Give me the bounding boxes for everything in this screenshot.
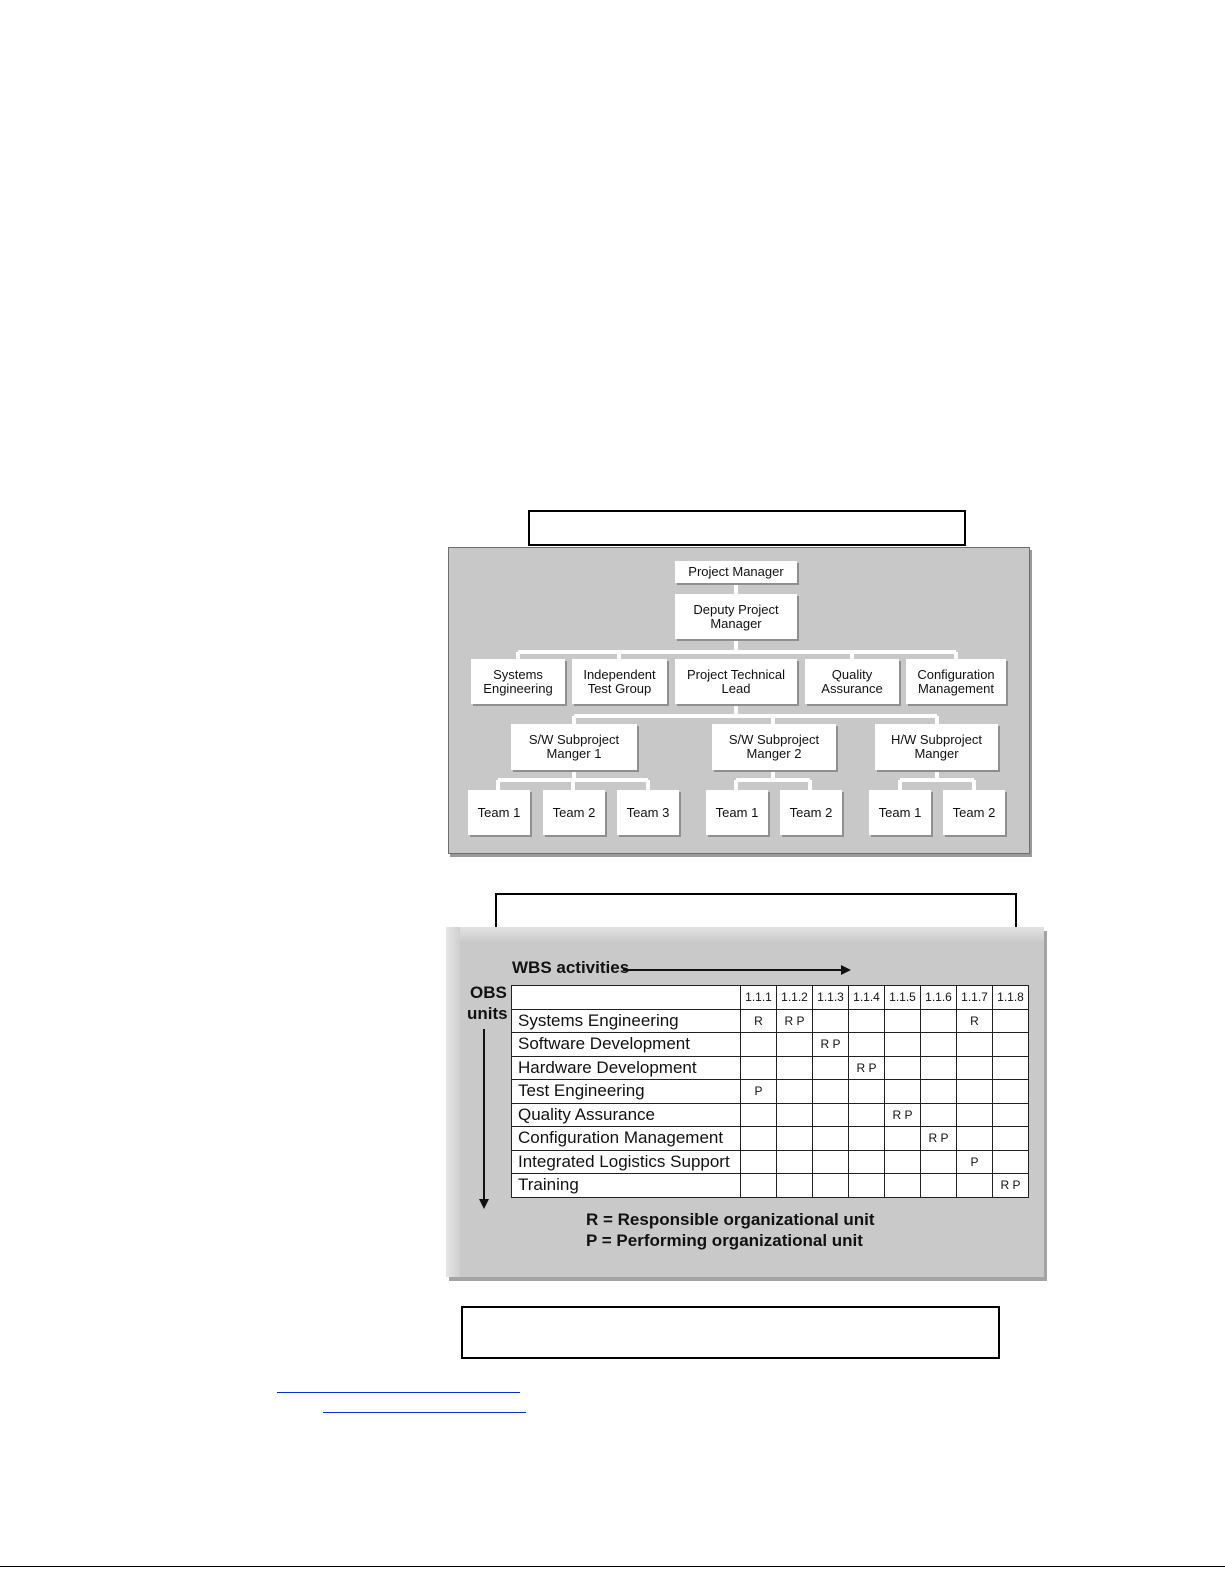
matrix-cell: [777, 1127, 813, 1151]
matrix-cell: [777, 1080, 813, 1104]
node-deputy-project-manager: Deputy Project Manager: [675, 594, 797, 639]
matrix-cell: [813, 1080, 849, 1104]
matrix-cell: [849, 1174, 885, 1198]
node-hw-team-2: Team 2: [943, 790, 1005, 835]
matrix-cell: [813, 1056, 849, 1080]
node-sw1-team-2: Team 2: [543, 790, 605, 835]
matrix-row-label: Configuration Management: [512, 1127, 741, 1151]
matrix-cell: [849, 1033, 885, 1057]
responsibility-matrix-panel: [446, 927, 1044, 1277]
matrix-caption-box: [495, 893, 1017, 929]
matrix-cell: [993, 1127, 1029, 1151]
matrix-cell: [993, 1150, 1029, 1174]
matrix-corner-cell: [512, 986, 741, 1010]
panel-bevel-top: [446, 927, 1044, 941]
matrix-cell: [777, 1033, 813, 1057]
matrix-cell: [741, 1127, 777, 1151]
matrix-cell: [921, 1103, 957, 1127]
matrix-cell: [993, 1009, 1029, 1033]
matrix-cell: [957, 1174, 993, 1198]
matrix-cell: R P: [849, 1056, 885, 1080]
matrix-cell: R P: [885, 1103, 921, 1127]
matrix-row: [512, 1056, 1029, 1080]
panel-bevel-left: [446, 927, 460, 1277]
matrix-cell: [921, 1056, 957, 1080]
matrix-column-header: 1.1.7: [957, 986, 993, 1010]
matrix-cell: [993, 1103, 1029, 1127]
node-systems-engineering: Systems Engineering: [471, 659, 565, 704]
matrix-cell: [813, 1174, 849, 1198]
hyperlink-2[interactable]: [323, 1412, 526, 1413]
matrix-row-label: Test Engineering: [512, 1080, 741, 1104]
matrix-row: [512, 1080, 1029, 1104]
matrix-cell: P: [741, 1080, 777, 1104]
obs-label-line2: units: [467, 1004, 508, 1023]
obs-arrow-icon: [476, 1029, 492, 1211]
matrix-cell: [993, 1056, 1029, 1080]
matrix-cell: [813, 1009, 849, 1033]
matrix-cell: R P: [921, 1127, 957, 1151]
matrix-cell: R P: [993, 1174, 1029, 1198]
matrix-cell: R P: [813, 1033, 849, 1057]
matrix-cell: [741, 1174, 777, 1198]
responsibility-matrix-table: [511, 985, 1029, 1198]
matrix-cell: R: [957, 1009, 993, 1033]
matrix-cell: [957, 1103, 993, 1127]
matrix-cell: [849, 1127, 885, 1151]
matrix-cell: [885, 1009, 921, 1033]
matrix-cell: [849, 1150, 885, 1174]
matrix-row-label: Integrated Logistics Support: [512, 1150, 741, 1174]
matrix-column-header: 1.1.3: [813, 986, 849, 1010]
matrix-row-label: Quality Assurance: [512, 1103, 741, 1127]
matrix-cell: [777, 1103, 813, 1127]
matrix-cell: [921, 1080, 957, 1104]
matrix-cell: [741, 1056, 777, 1080]
matrix-column-header: 1.1.8: [993, 986, 1029, 1010]
matrix-row-label: Systems Engineering: [512, 1009, 741, 1033]
matrix-cell: [741, 1033, 777, 1057]
matrix-column-header: 1.1.5: [885, 986, 921, 1010]
matrix-column-header: 1.1.6: [921, 986, 957, 1010]
matrix-cell: [885, 1080, 921, 1104]
org-chart-caption-box: [528, 510, 966, 546]
matrix-cell: [813, 1150, 849, 1174]
node-configuration-management: Configuration Management: [906, 659, 1006, 704]
matrix-cell: P: [957, 1150, 993, 1174]
matrix-cell: [885, 1056, 921, 1080]
org-chart-panel: [448, 547, 1030, 854]
matrix-column-header: 1.1.4: [849, 986, 885, 1010]
matrix-cell: [813, 1103, 849, 1127]
matrix-cell: [993, 1033, 1029, 1057]
node-sw-subproject-manager-2: S/W Subproject Manger 2: [712, 724, 836, 770]
matrix-cell: [957, 1080, 993, 1104]
matrix-cell: R P: [777, 1009, 813, 1033]
matrix-row-label: Software Development: [512, 1033, 741, 1057]
node-sw2-team-1: Team 1: [706, 790, 768, 835]
node-hw-subproject-manager: H/W Subproject Manger: [875, 724, 998, 770]
matrix-header-row: [512, 986, 1029, 1010]
obs-label-line1: OBS: [470, 983, 507, 1002]
node-quality-assurance: Quality Assurance: [805, 659, 899, 704]
matrix-row: [512, 1033, 1029, 1057]
matrix-cell: [993, 1080, 1029, 1104]
matrix-cell: [777, 1150, 813, 1174]
matrix-cell: [849, 1103, 885, 1127]
matrix-cell: [741, 1150, 777, 1174]
matrix-row: [512, 1103, 1029, 1127]
matrix-cell: [885, 1150, 921, 1174]
node-sw2-team-2: Team 2: [780, 790, 842, 835]
matrix-row-label: Hardware Development: [512, 1056, 741, 1080]
wbs-activities-label: WBS activities: [512, 958, 630, 977]
matrix-cell: [741, 1103, 777, 1127]
matrix-cell: [921, 1009, 957, 1033]
matrix-cell: [885, 1127, 921, 1151]
matrix-row: [512, 1174, 1029, 1198]
node-project-technical-lead: Project Technical Lead: [675, 659, 797, 704]
matrix-cell: [957, 1127, 993, 1151]
node-independent-test-group: Independent Test Group: [572, 659, 667, 704]
legend-performing: P = Performing organizational unit: [586, 1231, 863, 1250]
matrix-cell: [885, 1174, 921, 1198]
matrix-cell: [921, 1033, 957, 1057]
matrix-cell: [957, 1033, 993, 1057]
matrix-cell: [921, 1174, 957, 1198]
matrix-column-header: 1.1.1: [741, 986, 777, 1010]
matrix-cell: R: [741, 1009, 777, 1033]
matrix-cell: [849, 1080, 885, 1104]
matrix-cell: [813, 1127, 849, 1151]
matrix-cell: [921, 1150, 957, 1174]
node-project-manager: Project Manager: [675, 561, 797, 583]
wbs-arrow-icon: [623, 963, 853, 977]
matrix-cell: [885, 1033, 921, 1057]
matrix-cell: [849, 1009, 885, 1033]
legend-responsible: R = Responsible organizational unit: [586, 1210, 875, 1229]
node-hw-team-1: Team 1: [869, 790, 931, 835]
node-sw1-team-3: Team 3: [617, 790, 679, 835]
matrix-cell: [957, 1056, 993, 1080]
matrix-cell: [777, 1174, 813, 1198]
matrix-row: [512, 1150, 1029, 1174]
matrix-row-label: Training: [512, 1174, 741, 1198]
matrix-row: [512, 1127, 1029, 1151]
matrix-column-header: 1.1.2: [777, 986, 813, 1010]
node-sw1-team-1: Team 1: [468, 790, 530, 835]
hyperlink-1[interactable]: [277, 1392, 520, 1393]
matrix-cell: [777, 1056, 813, 1080]
bottom-caption-box: [461, 1306, 1000, 1359]
page-footer-rule: [0, 1566, 1225, 1567]
node-sw-subproject-manager-1: S/W Subproject Manger 1: [511, 724, 637, 770]
matrix-row: [512, 1009, 1029, 1033]
